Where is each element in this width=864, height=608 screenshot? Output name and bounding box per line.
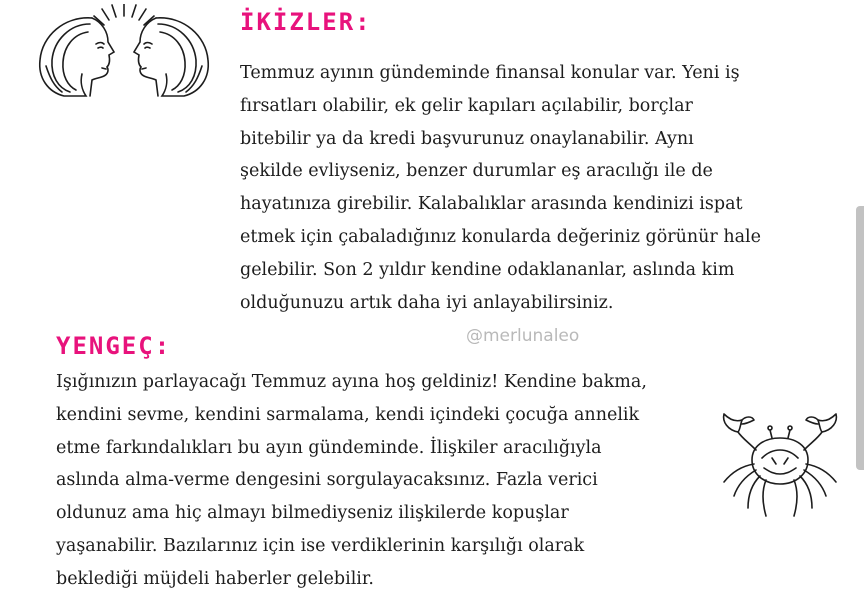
text-line: oldunuz ama hiç almayı bilmediyseniz ilişkilerde kopuşlar [56,503,569,524]
text-line: gelebilir. Son 2 yıldır kendine odaklananlar, aslında kim [240,259,735,280]
cancer-crab-icon [712,410,848,522]
gemini-twins-icon [24,4,224,104]
text-line: olduğunuzu artık daha iyi anlayabilirsiniz. [240,292,614,313]
text-line: hayatınıza girebilir. Kalabalıklar arasında kendinizi ispat [240,194,743,215]
watermark: @merlunaleo [466,326,580,346]
text-line: etme farkındalıkları bu ayın gündeminde. İlişkiler aracılığıyla [56,437,602,458]
text-line: Temmuz ayının gündeminde finansal konular var. Yeni iş [240,63,740,83]
section-title-cancer: YENGEÇ: [56,332,172,360]
text-line: fırsatları olabilir, ek gelir kapıları açılabilir, borçlar [240,95,693,116]
text-line: aslında alma-verme dengesini sorgulayacaksınız. Fazla verici [56,470,598,491]
section-title-gemini: İKİZLER: [240,8,372,36]
text-line: şekilde evliyseniz, benzer durumlar eş aracılığı ile de [240,161,713,182]
text-line: bitebilir ya da kredi başvurunuz onaylanabilir. Aynı [240,128,694,149]
text-line: beklediği müjdeli haberler gelebilir. [56,568,374,589]
text-line: yaşanabilir. Bazılarınız için ise verdiklerinin karşılığı olarak [56,535,585,556]
text-line: etmek için çabaladığınız konularda değeriniz görünür hale [240,226,761,247]
scrollbar-thumb[interactable] [856,206,864,470]
cancer-paragraph [56,366,647,596]
text-line: kendini sevme, kendini sarmalama, kendi içindeki çocuğa annelik [56,404,640,425]
text-line: Işığınızın parlayacağı Temmuz ayına hoş geldiniz! Kendine bakma, [56,372,647,392]
gemini-paragraph [240,57,761,319]
